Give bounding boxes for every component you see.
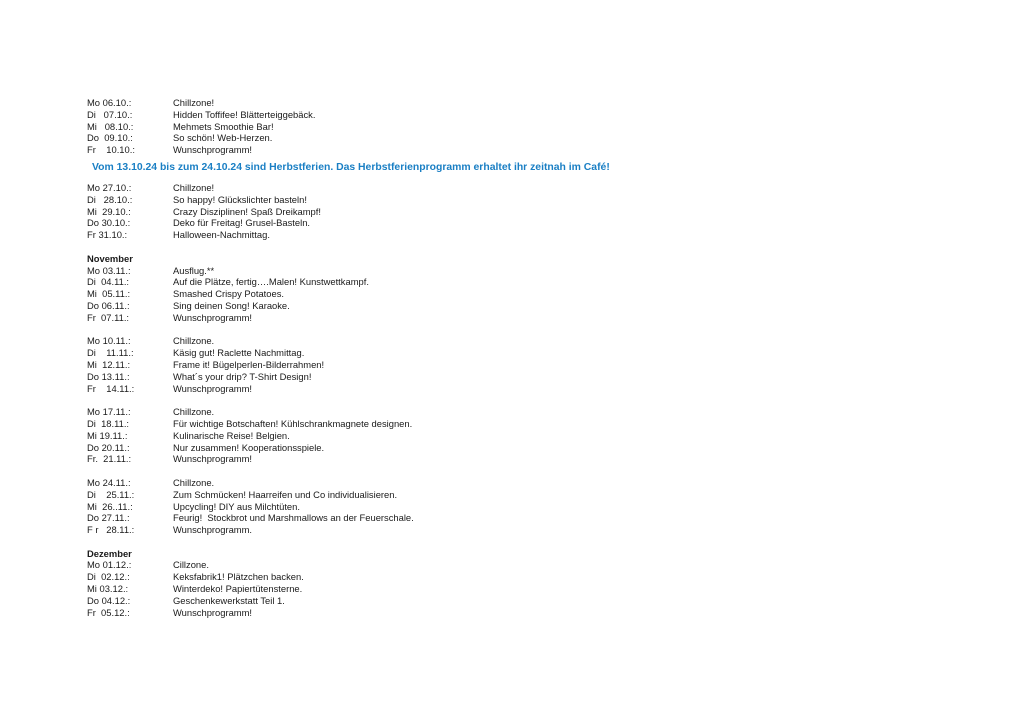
schedule-event: Wunschprogramm! [173, 453, 253, 465]
schedule-event: Wunschprogramm! [173, 144, 253, 156]
schedule-row [87, 583, 987, 595]
schedule-event: Frame it! Bügelperlen-Bilderrahmen! [173, 358, 325, 370]
schedule-event: What´s your drip? T-Shirt Design! [173, 370, 312, 382]
schedule-event: Nur zusammen! Kooperationsspiele. [173, 441, 325, 453]
schedule-date: Mi 19.11.: [87, 429, 128, 441]
schedule-date: F r 28.11.: [87, 524, 135, 536]
spacer [87, 394, 987, 406]
schedule-event: Crazy Disziplinen! Spaß Dreikampf! [173, 205, 321, 217]
schedule-event: Kulinarische Reise! Belgien. [173, 429, 290, 441]
schedule-date: Fr 07.11.: [87, 311, 130, 323]
holiday-banner: Vom 13.10.24 bis zum 24.10.24 sind Herbstferien. Das Herbstferienprogramm erhaltet ihr zeitnah im Café! [92, 161, 610, 173]
schedule-date: Mo 17.11.: [87, 406, 131, 418]
schedule-event: Chillzone. [173, 476, 215, 488]
schedule-row [87, 406, 987, 418]
schedule-date: Di 07.10.: [87, 108, 133, 120]
schedule-date: Fr 05.12.: [87, 606, 130, 618]
schedule-event: Ausflug.** [173, 264, 215, 276]
schedule-date: Di 04.11.: [87, 276, 130, 288]
schedule-date: Fr 31.10.: [87, 229, 128, 241]
schedule-row [87, 109, 987, 121]
schedule-date: Mi 08.10.: [87, 120, 134, 132]
schedule-date: Di 28.10.: [87, 193, 133, 205]
schedule-row [87, 144, 987, 156]
schedule-event: Geschenkewerkstatt Teil 1. [173, 594, 285, 606]
schedule-row [87, 383, 987, 395]
schedule-row [87, 288, 987, 300]
schedule-event: Für wichtige Botschaften! Kühlschrankmagnete designen. [173, 417, 413, 429]
week-december-1 [87, 559, 987, 618]
schedule-row [87, 335, 987, 347]
month-heading-december: Dezember [87, 547, 132, 559]
schedule-event: So happy! Glückslichter basteln! [173, 193, 307, 205]
schedule-date: Mi 29.10.: [87, 205, 131, 217]
schedule-date: Mo 24.11.: [87, 476, 131, 488]
schedule-row [87, 217, 987, 229]
spacer [87, 536, 987, 548]
schedule-date: Mi 03.12.: [87, 583, 129, 595]
schedule-event: Chillzone. [173, 406, 215, 418]
schedule-row [87, 512, 987, 524]
schedule-date: Di 18.11.: [87, 417, 130, 429]
schedule-event: Winterdeko! Papiertütensterne. [173, 583, 303, 595]
schedule-row [87, 276, 987, 288]
schedule-date: Do 20.11.: [87, 441, 130, 453]
schedule-row [87, 300, 987, 312]
schedule-date: Mo 06.10.: [87, 97, 132, 108]
schedule-event: Mehmets Smoothie Bar! [173, 120, 274, 132]
schedule-event: Feurig! Stockbrot und Marshmallows an der Feuerschale. [173, 512, 414, 524]
schedule-row [87, 182, 987, 194]
week-november-3 [87, 406, 987, 465]
schedule-event: Smashed Crispy Potatoes. [173, 288, 284, 300]
schedule-row [87, 359, 987, 371]
schedule-row [87, 571, 987, 583]
schedule-row [87, 371, 987, 383]
schedule-event: So schön! Web-Herzen. [173, 132, 273, 144]
schedule-date: Di 11.11.: [87, 347, 134, 359]
schedule-event: Chillzone! [173, 97, 215, 108]
schedule-row [87, 206, 987, 218]
schedule-row [87, 607, 987, 619]
schedule-row [87, 489, 987, 501]
week-november-4 [87, 477, 987, 536]
spacer [87, 465, 987, 477]
schedule-date: Mo 10.11.: [87, 335, 131, 347]
schedule-content [87, 97, 987, 618]
schedule-event: Wunschprogramm! [173, 382, 253, 394]
week-october-2 [87, 182, 987, 241]
schedule-event: Wunschprogramm! [173, 311, 253, 323]
schedule-date: Do 04.12.: [87, 594, 131, 606]
schedule-row [87, 559, 987, 571]
schedule-date: Mo 03.11.: [87, 264, 131, 276]
spacer [87, 241, 987, 253]
schedule-row [87, 347, 987, 359]
schedule-event: Deko für Freitag! Grusel-Basteln. [173, 217, 311, 229]
schedule-event: Sing deinen Song! Karaoke. [173, 299, 290, 311]
schedule-row [87, 97, 987, 109]
schedule-date: Mi 05.11.: [87, 288, 131, 300]
schedule-date: Mo 27.10.: [87, 181, 132, 193]
spacer [87, 324, 987, 336]
schedule-row [87, 312, 987, 324]
month-heading-november: November [87, 252, 133, 264]
schedule-event: Halloween-Nachmittag. [173, 229, 270, 241]
schedule-date: Do 09.10.: [87, 132, 133, 144]
schedule-row [87, 595, 987, 607]
schedule-row [87, 524, 987, 536]
week-october-1 [87, 97, 987, 156]
schedule-row [87, 501, 987, 513]
schedule-date: Do 13.11.: [87, 370, 130, 382]
schedule-row [87, 453, 987, 465]
schedule-event: Hidden Toffifee! Blätterteiggebäck. [173, 108, 316, 120]
schedule-date: Fr. 21.11.: [87, 453, 132, 465]
week-november-1 [87, 265, 987, 324]
schedule-row [87, 442, 987, 454]
schedule-date: Mo 01.12.: [87, 559, 132, 571]
schedule-date: Mi 26..11.: [87, 500, 133, 512]
schedule-row [87, 121, 987, 133]
schedule-row [87, 132, 987, 144]
schedule-date: Di 25.11.: [87, 488, 135, 500]
schedule-event: Cillzone. [173, 559, 209, 571]
schedule-date: Do 30.10.: [87, 217, 131, 229]
schedule-date: Di 02.12.: [87, 571, 130, 583]
schedule-event: Chillzone! [173, 181, 215, 193]
schedule-row [87, 265, 987, 277]
schedule-event: Keksfabrik1! Plätzchen backen. [173, 571, 304, 583]
week-november-2 [87, 335, 987, 394]
schedule-date: Fr 10.10.: [87, 144, 135, 156]
schedule-row [87, 477, 987, 489]
schedule-date: Do 27.11.: [87, 512, 130, 524]
schedule-event: Auf die Plätze, fertig….Malen! Kunstwettkampf. [173, 276, 369, 288]
schedule-event: Zum Schmücken! Haarreifen und Co individualisieren. [173, 488, 398, 500]
schedule-date: Mi 12.11.: [87, 358, 131, 370]
schedule-event: Wunschprogramm! [173, 606, 253, 618]
schedule-row [87, 229, 987, 241]
schedule-event: Käsig gut! Raclette Nachmittag. [173, 347, 305, 359]
schedule-row [87, 430, 987, 442]
schedule-row [87, 418, 987, 430]
schedule-row [87, 194, 987, 206]
schedule-date: Fr 14.11.: [87, 382, 135, 394]
schedule-event: Chillzone. [173, 335, 215, 347]
schedule-event: Wunschprogramm. [173, 524, 253, 536]
schedule-event: Upcycling! DIY aus Milchtüten. [173, 500, 300, 512]
schedule-date: Do 06.11.: [87, 299, 130, 311]
